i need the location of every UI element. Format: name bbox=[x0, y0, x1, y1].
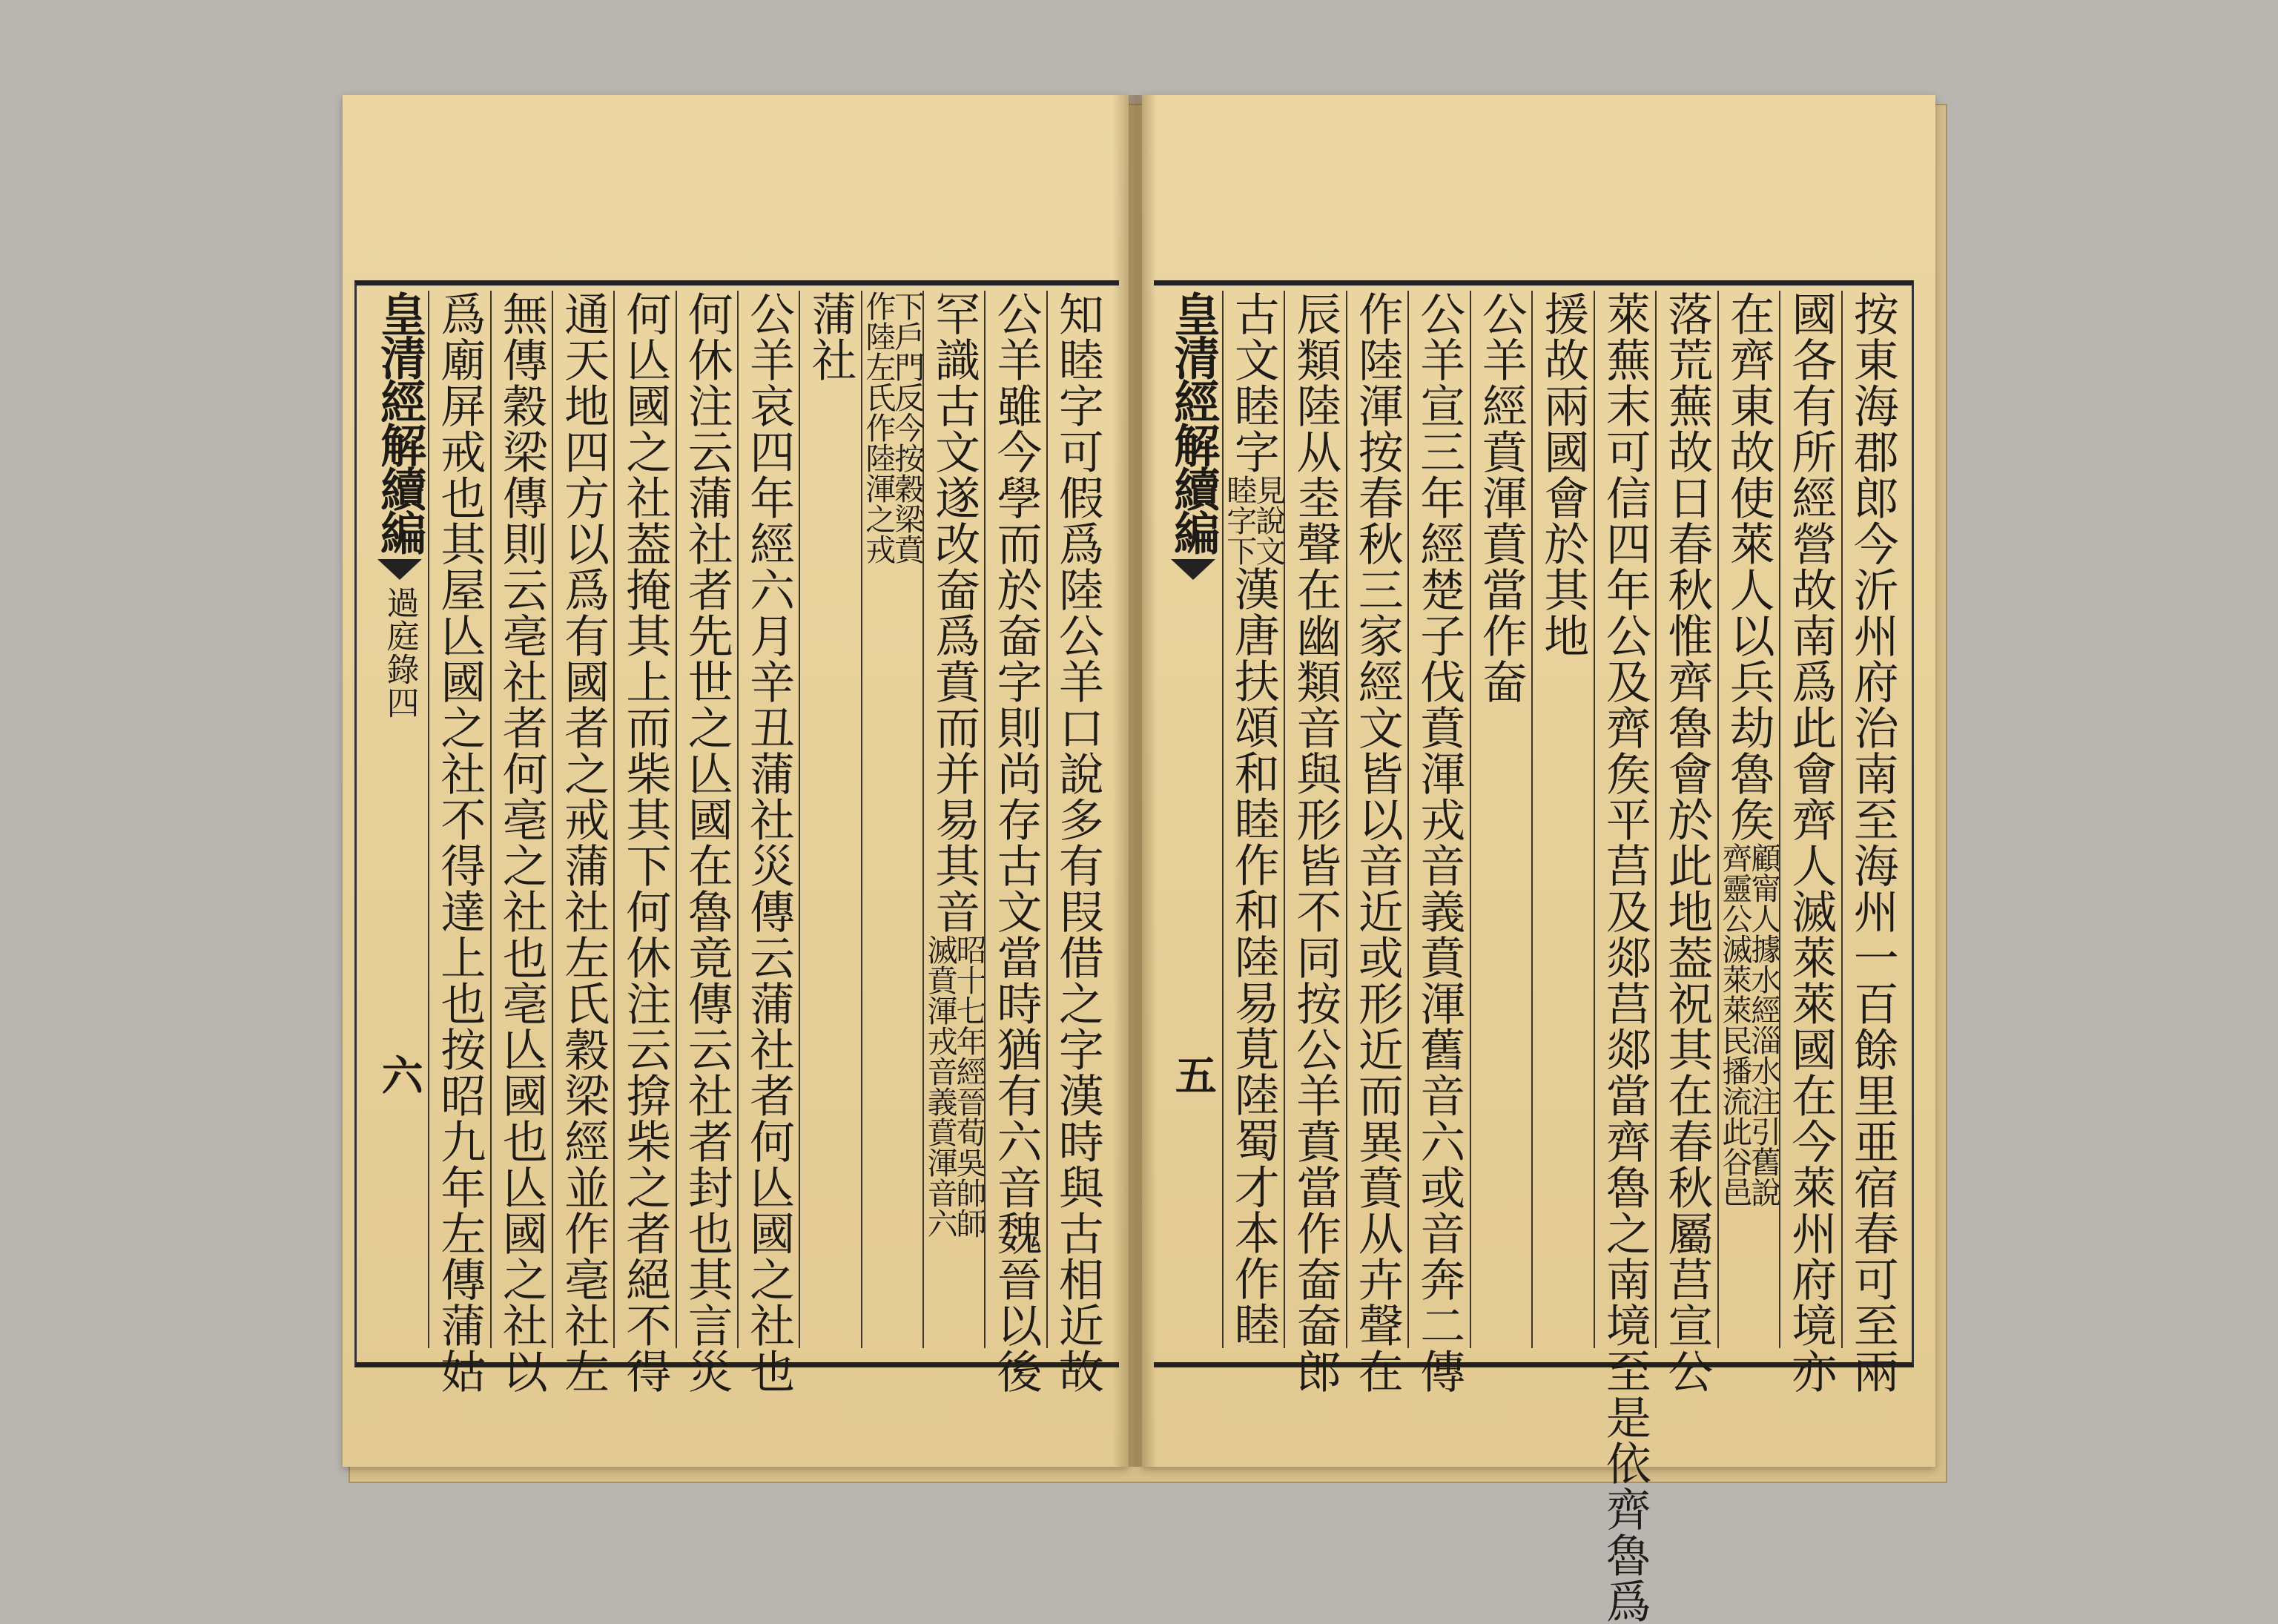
column-text: 無傳穀梁傳則云亳社者何亳之社也亳亾國也亾國之社以 bbox=[495, 291, 548, 1394]
column-text: 蒲社 bbox=[804, 291, 857, 383]
text-column bbox=[1717, 291, 1780, 1348]
text-column bbox=[490, 291, 552, 1394]
text-column bbox=[1779, 291, 1841, 1394]
column-text: 落荒蕪故日春秋惟齊魯會於此地葢祝其在春秋屬莒宣公 bbox=[1660, 291, 1714, 1394]
text-column bbox=[676, 291, 737, 1394]
right-banxin bbox=[1164, 291, 1221, 1348]
left-text-block bbox=[371, 291, 1108, 1394]
text-column bbox=[552, 291, 613, 1394]
text-column bbox=[737, 291, 799, 1394]
interlinear-note bbox=[1717, 842, 1782, 1207]
book-gutter bbox=[1112, 95, 1157, 1467]
text-column bbox=[860, 291, 925, 1348]
column-text: 四年公及齊矦平莒及郯莒郯當齊魯之南境至是依齊魯爲 bbox=[1598, 521, 1651, 1624]
column-text: 何休注云蒲社者先世之亾國在魯竟傳云社者封也其言災 bbox=[680, 291, 733, 1394]
interlinear-note bbox=[1221, 475, 1287, 566]
text-column bbox=[613, 291, 675, 1394]
right-text-block bbox=[1164, 291, 1903, 1624]
column-text: 公羊雖今學而於奤字則尚存古文當時猶有六音魏晉以後 bbox=[989, 291, 1043, 1394]
text-column bbox=[1841, 291, 1904, 1394]
column-text: 古文睦字 bbox=[1227, 291, 1280, 475]
note-line: 齊靈公滅萊萊民播流此谷邑 bbox=[1717, 842, 1753, 1207]
column-text: 公羊哀四年經六月辛丑蒲社災傳云蒲社者何亾國之社也 bbox=[742, 291, 796, 1394]
text-column bbox=[984, 291, 1046, 1394]
column-text: 國各有所經營故南爲此會齊人滅萊萊國在今萊州府境亦 bbox=[1784, 291, 1838, 1394]
column-text: 漢唐扶頌和睦作和陸易莧陸蜀才本作睦 bbox=[1227, 566, 1280, 1347]
column-text: 爲廟屏戒也其屋亾國之社不得達上也按昭九年左傳蒲姑 bbox=[433, 291, 486, 1394]
left-banxin bbox=[371, 291, 428, 1348]
left-book-title: 皇清經解續編 bbox=[372, 291, 427, 553]
note-line: 滅賁渾戎音義賁渾音六 bbox=[922, 934, 958, 1238]
note-line: 顧甯人據水經淄水注引舊說 bbox=[1746, 842, 1782, 1207]
text-column bbox=[1046, 291, 1108, 1394]
column-text: 按東海郡郎今沂州府治南至海州一百餘里亜宿春可至兩 bbox=[1846, 291, 1899, 1394]
text-column bbox=[922, 291, 987, 1348]
text-column bbox=[1470, 291, 1532, 1348]
column-text: 通天地四方以爲有國者之戒蒲社左氏穀梁經並作亳社左 bbox=[557, 291, 610, 1394]
text-column bbox=[1284, 291, 1346, 1394]
right-folio-number: 五 bbox=[1168, 1054, 1218, 1096]
text-column bbox=[1346, 291, 1408, 1394]
column-text: 公羊宣三年經楚子伐賁渾戎音義賁渾舊音六或音奔二傳 bbox=[1413, 291, 1466, 1394]
interlinear-note bbox=[922, 934, 987, 1238]
text-column bbox=[1531, 291, 1594, 1348]
chapter-label: 過庭錄四 bbox=[380, 586, 419, 719]
text-column bbox=[428, 291, 489, 1394]
text-column bbox=[1594, 291, 1656, 1624]
fish-tail-mark bbox=[1171, 559, 1215, 580]
text-column bbox=[1655, 291, 1717, 1394]
note-line: 見說文 bbox=[1250, 475, 1287, 566]
column-text: 罕識古文遂改奤爲賁而并易其音 bbox=[928, 291, 981, 934]
note-line: 作陸左氏作陸渾之戎 bbox=[860, 291, 897, 564]
note-line: 下戶門反今按穀梁賁 bbox=[889, 291, 925, 564]
fish-tail-mark bbox=[377, 559, 422, 580]
right-book-title: 皇清經解續編 bbox=[1166, 291, 1221, 553]
column-text: 公羊經賁渾賁當作奤 bbox=[1474, 291, 1528, 704]
column-text: 萊蕪末可信 bbox=[1598, 291, 1651, 521]
column-text: 援故兩國會於其地 bbox=[1536, 291, 1590, 658]
text-column bbox=[1407, 291, 1470, 1394]
left-folio-number: 六 bbox=[374, 1054, 424, 1096]
column-text: 辰類陸从坴聲在幽類音與形皆不同按公羊賁當作奤奤郎 bbox=[1289, 291, 1342, 1394]
text-column bbox=[1221, 291, 1287, 1348]
column-text: 在齊東故使萊人以兵劫魯矦 bbox=[1722, 291, 1775, 842]
column-text: 知睦字可假爲陸公羊口說多有叚借之字漢時與古相近故 bbox=[1051, 291, 1104, 1394]
interlinear-note bbox=[860, 291, 925, 564]
column-text: 作陸渾按春秋三家經文皆以音近或形近而異賁从卉聲在 bbox=[1350, 291, 1404, 1394]
column-text: 何亾國之社葢掩其上而柴其下何休注云揜柴之者絕不得 bbox=[618, 291, 672, 1394]
note-line: 睦字下 bbox=[1221, 475, 1258, 566]
text-column bbox=[799, 291, 860, 1348]
note-line: 昭十七年經晉荀吳帥師 bbox=[951, 934, 987, 1238]
